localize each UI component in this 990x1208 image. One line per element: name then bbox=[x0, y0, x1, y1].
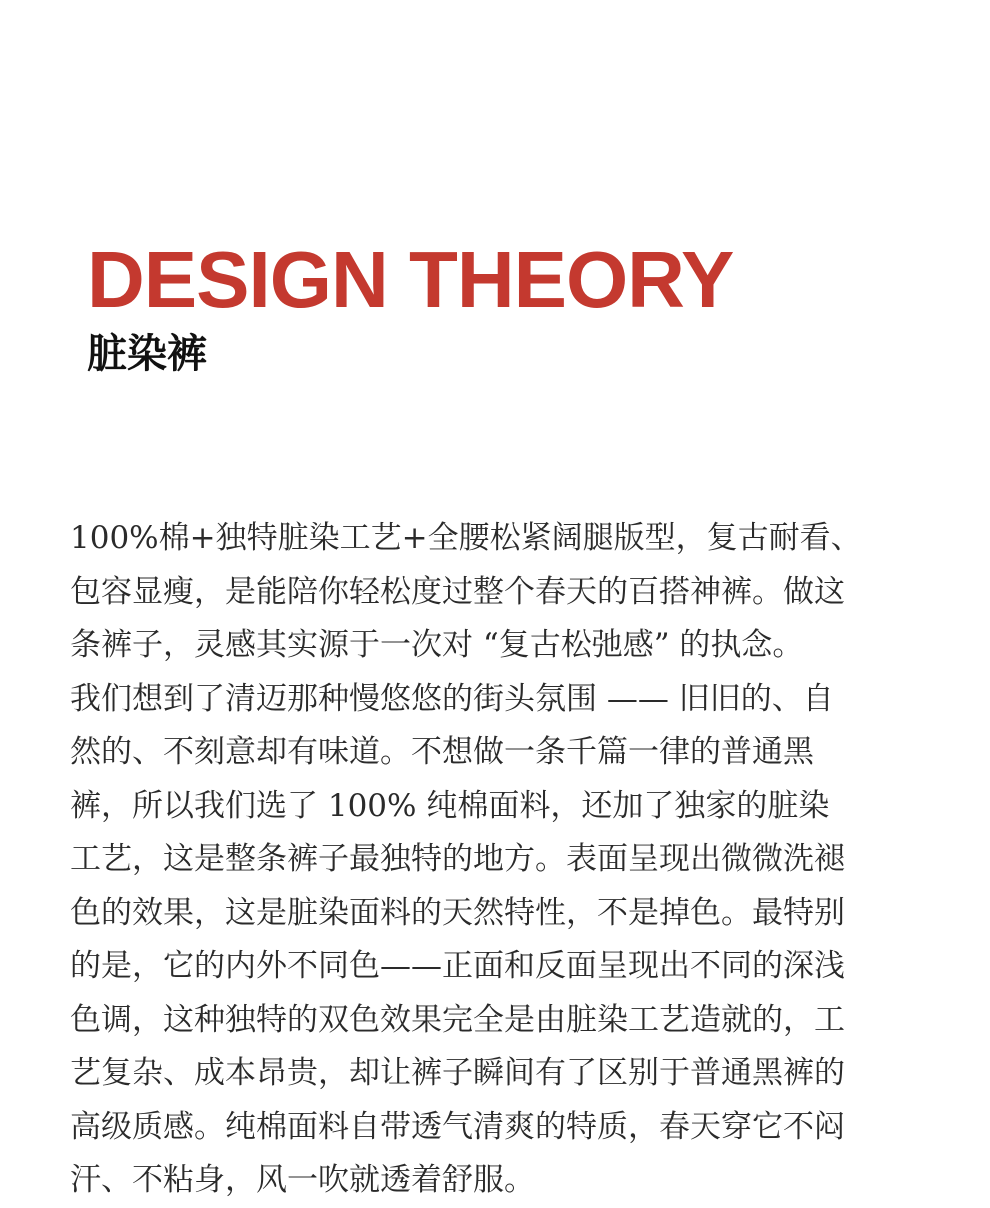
paragraph-line: 包容显瘦，是能陪你轻松度过整个春天的百搭神裤。做这 bbox=[70, 573, 845, 610]
paragraph-line: 条裤子，灵感其实源于一次对 “复古松弛感” 的执念。 bbox=[70, 627, 804, 663]
paragraph-line: 100%棉+独特脏染工艺+全腰松紧阔腿版型，复古耐看、 bbox=[70, 520, 862, 556]
paragraph-line: 工艺，这是整条裤子最独特的地方。表面呈现出微微洗褪 bbox=[70, 841, 845, 877]
paragraph-line: 高级质感。纯棉面料自带透气清爽的特质，春天穿它不闷 bbox=[70, 1108, 845, 1145]
paragraph-line: 艺复杂、成本昂贵，却让裤子瞬间有了区别于普通黑裤的 bbox=[70, 1055, 845, 1091]
paragraph-line: 的是，它的内外不同色——正面和反面呈现出不同的深浅 bbox=[70, 948, 845, 984]
paragraph-line: 汗、不粘身，风一吹就透着舒服。 bbox=[70, 1162, 535, 1198]
description-paragraph bbox=[70, 512, 922, 1208]
paragraph-line: 我们想到了清迈那种慢悠悠的街头氛围 —— 旧旧的、自 bbox=[70, 680, 834, 717]
paragraph-line: 色的效果，这是脏染面料的天然特性，不是掉色。最特别 bbox=[70, 894, 845, 931]
page-title: DESIGN THEORY bbox=[87, 235, 734, 324]
paragraph-line: 色调，这种独特的双色效果完全是由脏染工艺造就的，工 bbox=[70, 1001, 845, 1038]
paragraph-line: 然的、不刻意却有味道。不想做一条千篇一律的普通黑 bbox=[70, 734, 814, 770]
page-subtitle: 脏染裤 bbox=[87, 331, 207, 377]
paragraph-line: 裤，所以我们选了 100% 纯棉面料，还加了独家的脏染 bbox=[70, 787, 830, 824]
heading-block bbox=[87, 235, 947, 380]
